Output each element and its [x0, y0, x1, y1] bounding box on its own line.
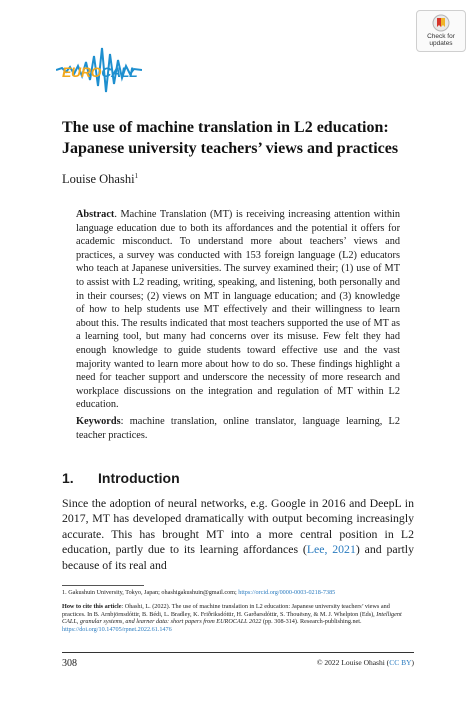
license-link[interactable]: CC BY	[389, 658, 412, 667]
keywords	[76, 415, 400, 442]
paper-title	[62, 117, 422, 159]
logo-call: CALL	[101, 64, 138, 80]
body-text-before: Since the adoption of neural networks, e.g. Google in 2016 and DeepL in 2017, MT has developed dramatically with output becoming increasingly accurate. This has brought MT into a more central position in L2 education, partly due to its learning affordances (	[62, 496, 414, 557]
check-for-updates-badge[interactable]	[416, 10, 466, 52]
badge-line2: updates	[429, 40, 453, 47]
title-line-2: Japanese university teachers’ views and practices	[62, 140, 399, 157]
body-paragraph	[62, 496, 414, 573]
title-line-1: The use of machine translation in L2 education:	[62, 119, 389, 136]
footer-rule	[62, 652, 414, 653]
abstract-label: Abstract	[76, 209, 115, 220]
abstract-text: . Machine Translation (MT) is receiving increasing attention within language education due to both its affordances and the potential it offers for academic misconduct. To understand more about teachers’ views and practices, a survey was conducted with 153 foreign language (L2) educators who teach at Japanese universities. The survey examined their; (1) use of MT to assist with L2 reading, writing, speaking, and listening, both personally and in their courses; (2) views on MT in language education; and (3) knowledge of how to help students use MT effectively and their willingness to learn about this. The results indicated that most teachers supported the use of MT as a learning tool, but many had concerns over its misuse. Few felt they had enough knowledge to guide students toward effective use and the vast majority wanted to learn more about how to do so. These findings highlight a need for teacher support and underscore the necessity of more research and workplace discussions on the integration and regulation of MT within L2 education.	[76, 209, 400, 411]
eurocall-logo	[56, 40, 142, 96]
keywords-label: Keywords	[76, 416, 121, 427]
citation-label: How to cite this article	[62, 603, 122, 610]
citation-text-1: : Ohashi, L. (2022). The use of machine translation in L2 education: Japanese university teachers’ views and practices. In B. Arnbjörnsdóttir, B. Bédi, L. Bradley, K. Friðriksdóttir, H. Garðarsdóttir, S. Thouësny, & M. J. Whelpton (Eds),	[62, 603, 390, 618]
logo-wordmark	[62, 64, 137, 80]
citation-text-2: (pp. 308-314). Research-publishing.net.	[261, 618, 362, 626]
section-number: 1.	[62, 470, 74, 486]
page-number: 308	[62, 658, 77, 669]
footnote-text: 1. Gakushuin University, Tokyo, Japan; ohashigakushuin@gmail.com;	[62, 589, 239, 596]
bookmark-ribbon-icon	[432, 14, 450, 32]
copyright	[317, 658, 414, 667]
abstract	[76, 208, 400, 412]
footnote	[62, 589, 414, 597]
keywords-text: : machine translation, online translator, language learning, L2 teacher practices.	[76, 416, 400, 441]
orcid-link[interactable]: https://orcid.org/0000-0003-0218-7385	[238, 589, 336, 596]
section-title: Introduction	[98, 470, 180, 486]
badge-line1: Check for	[427, 33, 455, 40]
author-footnote-marker: 1	[134, 172, 139, 180]
reference-link[interactable]: Lee, 2021	[306, 542, 356, 557]
citation-note	[62, 603, 414, 633]
footnote-rule	[62, 585, 144, 586]
author-name: Louise Ohashi	[62, 172, 135, 187]
doi-link[interactable]: https://doi.org/10.14705/rpnet.2022.61.1476	[62, 625, 172, 633]
copyright-end: )	[411, 658, 414, 667]
body-text-after: ) and partly because of its real and	[62, 542, 414, 572]
author	[62, 172, 138, 187]
citation-book-title: Intelligent CALL, granular systems, and learner data: short papers from EUROCALL 2022	[62, 610, 402, 626]
copyright-text: © 2022 Louise Ohashi (	[316, 658, 390, 667]
section-heading	[62, 470, 180, 486]
logo-euro: EURO	[62, 64, 102, 80]
